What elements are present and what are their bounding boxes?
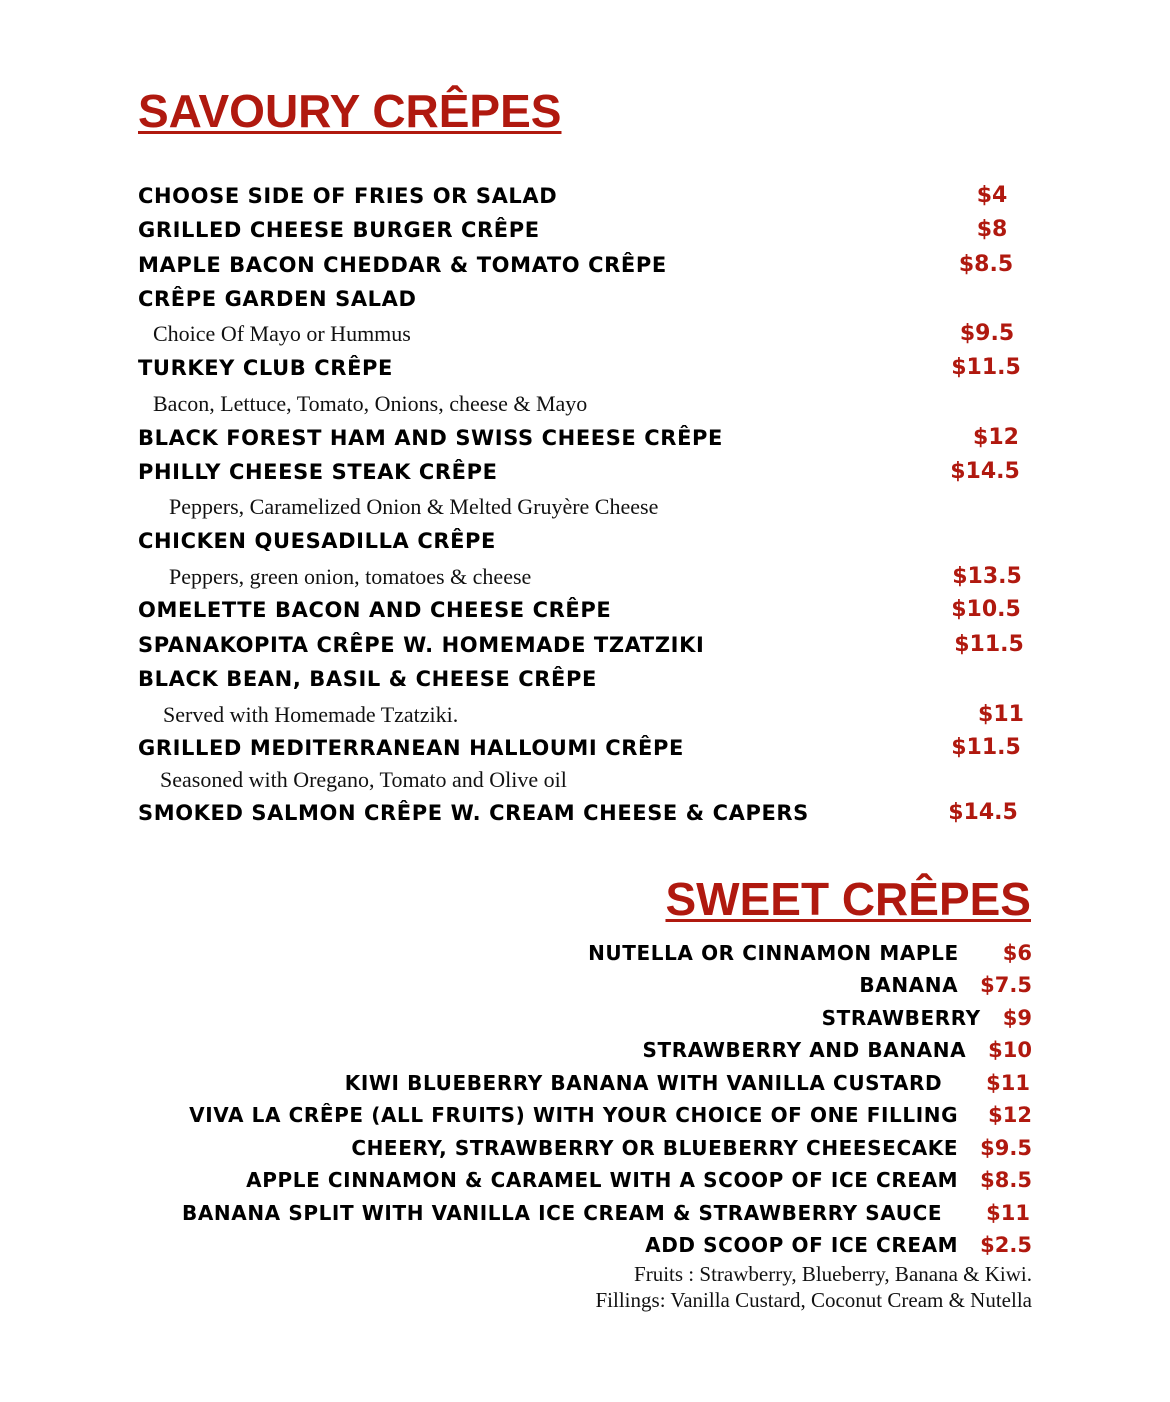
menu-item	[182, 1198, 1030, 1228]
item-name: OMELETTE BACON AND CHEESE CRÊPE	[138, 598, 612, 622]
item-name: TURKEY CLUB CRÊPE	[138, 356, 393, 380]
item-price: $4	[976, 183, 1008, 208]
item-price: $10.5	[951, 597, 1021, 622]
item-description: Choice Of Mayo or Hummus	[153, 321, 411, 346]
menu-item	[138, 733, 1028, 763]
menu-item	[822, 1003, 1032, 1033]
item-name: STRAWBERRY AND BANANA	[642, 1038, 967, 1062]
menu-item-description	[138, 700, 1028, 730]
menu-item	[345, 1068, 1030, 1098]
fillings-note: Fillings: Vanilla Custard, Coconut Cream & Nutella	[595, 1288, 1032, 1312]
item-price: $11.5	[951, 355, 1021, 380]
item-price: $9	[1002, 1006, 1032, 1030]
fruits-note: Fruits : Strawberry, Blueberry, Banana & Kiwi.	[634, 1262, 1032, 1286]
item-name: ADD SCOOP OF ICE CREAM	[645, 1233, 959, 1257]
item-name: BLACK BEAN, BASIL & CHEESE CRÊPE	[138, 667, 597, 691]
item-name: BANANA	[859, 973, 959, 997]
item-description: Served with Homemade Tzatziki.	[163, 702, 459, 727]
menu-item	[138, 664, 1028, 694]
menu-item	[138, 215, 1028, 245]
item-description: Peppers, green onion, tomatoes & cheese	[169, 564, 532, 589]
item-name: CHOOSE SIDE OF FRIES OR SALAD	[138, 184, 558, 208]
menu-item	[642, 1035, 1032, 1065]
item-name: PHILLY CHEESE STEAK CRÊPE	[138, 460, 498, 484]
item-name: BANANA SPLIT WITH VANILLA ICE CREAM & STRAWBERRY SAUCE	[182, 1201, 943, 1225]
menu-item	[138, 181, 1028, 211]
item-name: MAPLE BACON CHEDDAR & TOMATO CRÊPE	[138, 253, 667, 277]
item-price: $13.5	[952, 564, 1022, 589]
menu-item	[351, 1133, 1032, 1163]
menu-item-description	[138, 492, 1028, 522]
item-price: $11	[986, 1201, 1030, 1225]
item-name: GRILLED MEDITERRANEAN HALLOUMI CRÊPE	[138, 736, 684, 760]
item-name: NUTELLA OR CINNAMON MAPLE	[588, 941, 959, 965]
item-price: $10	[988, 1038, 1032, 1062]
item-price: $11	[978, 702, 1024, 727]
menu-item	[138, 630, 1028, 660]
item-name: APPLE CINNAMON & CARAMEL WITH A SCOOP OF ICE CREAM	[246, 1168, 959, 1192]
item-name: VIVA LA CRÊPE (ALL FRUITS) WITH YOUR CHOICE OF ONE FILLING	[189, 1103, 959, 1127]
item-name: CHICKEN QUESADILLA CRÊPE	[138, 529, 496, 553]
menu-item	[859, 970, 1032, 1000]
item-name: BLACK FOREST HAM AND SWISS CHEESE CRÊPE	[138, 426, 723, 450]
item-name: GRILLED CHEESE BURGER CRÊPE	[138, 218, 540, 242]
item-description: Seasoned with Oregano, Tomato and Olive oil	[160, 767, 567, 792]
sweet-title: SWEET CRÊPES	[665, 873, 1031, 925]
menu-item	[138, 798, 1028, 828]
item-price: $8.5	[980, 1168, 1032, 1192]
item-price: $9.5	[980, 1136, 1032, 1160]
item-description: Bacon, Lettuce, Tomato, Onions, cheese & Mayo	[153, 391, 588, 416]
item-price: $11.5	[954, 632, 1024, 657]
menu-item	[138, 526, 1028, 556]
item-price: $14.5	[950, 459, 1020, 484]
item-name: SPANAKOPITA CRÊPE W. HOMEMADE TZATZIKI	[138, 633, 705, 657]
item-name: CRÊPE GARDEN SALAD	[138, 287, 417, 311]
menu-item-description	[138, 562, 1028, 592]
menu-item	[138, 457, 1028, 487]
item-price: $12	[988, 1103, 1032, 1127]
menu-item	[138, 353, 1028, 383]
item-price: $8	[976, 217, 1008, 242]
savoury-title: SAVOURY CRÊPES	[138, 85, 562, 137]
menu-item	[246, 1165, 1032, 1195]
item-price: $14.5	[948, 800, 1018, 825]
menu-item	[138, 284, 1028, 314]
item-price: $9.5	[959, 321, 1015, 346]
menu-item	[138, 595, 1028, 625]
item-price: $2.5	[980, 1233, 1032, 1257]
menu-item-description	[138, 765, 1028, 795]
menu-item	[138, 423, 1028, 453]
item-name: KIWI BLUEBERRY BANANA WITH VANILLA CUSTARD	[344, 1071, 943, 1095]
menu-item	[588, 938, 1032, 968]
item-price: $7.5	[980, 973, 1032, 997]
menu-item	[645, 1230, 1032, 1260]
item-name: CHEERY, STRAWBERRY OR BLUEBERRY CHEESECAKE	[351, 1136, 959, 1160]
item-price: $11.5	[951, 735, 1021, 760]
item-description: Peppers, Caramelized Onion & Melted Gruyère Cheese	[169, 494, 659, 519]
item-name: STRAWBERRY	[821, 1006, 981, 1030]
menu-item-description	[138, 319, 1028, 349]
menu-item-description	[138, 389, 1028, 419]
item-price: $6	[1002, 941, 1032, 965]
menu-item	[138, 250, 1028, 280]
item-name: SMOKED SALMON CRÊPE W. CREAM CHEESE & CAPERS	[138, 801, 809, 825]
menu-item	[189, 1100, 1032, 1130]
item-price: $8.5	[958, 252, 1014, 277]
item-price: $12	[973, 425, 1019, 450]
item-price: $11	[986, 1071, 1030, 1095]
